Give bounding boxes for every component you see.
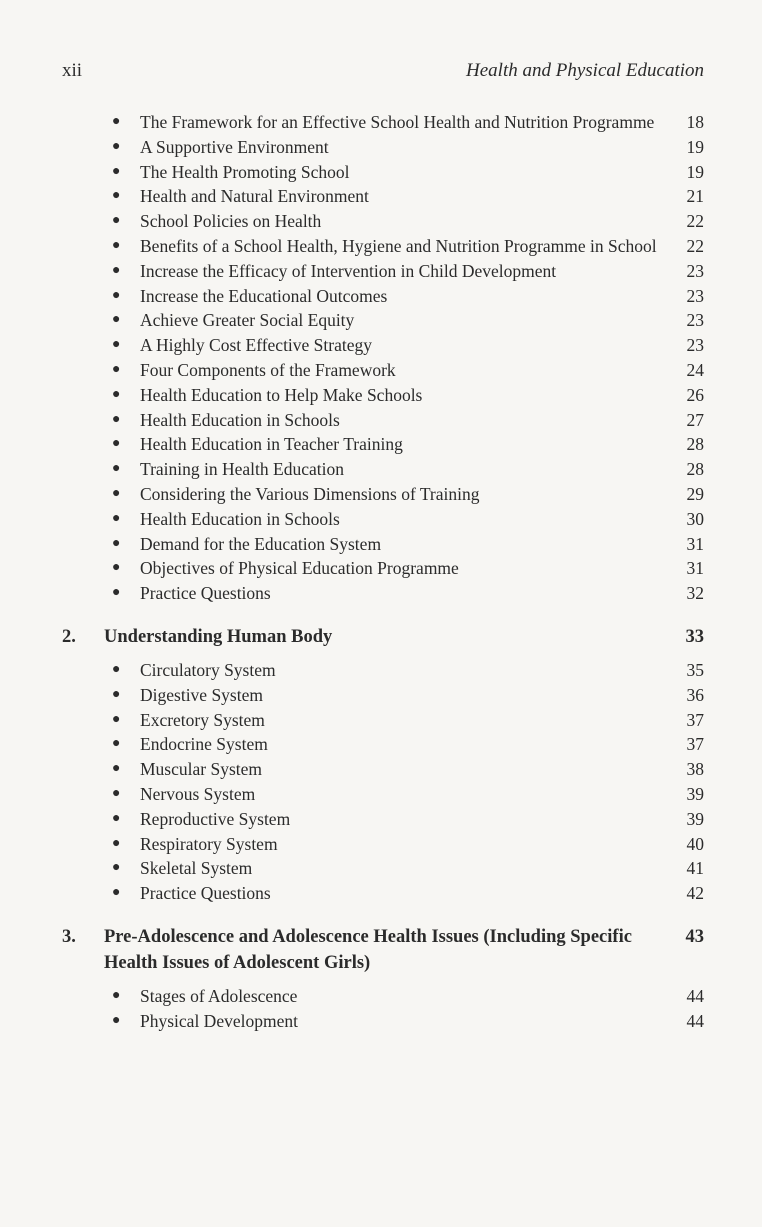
chapter-heading-2: [0, 624, 762, 650]
bullet-icon: ●: [112, 686, 121, 702]
toc-entry: [0, 383, 762, 408]
entry-page-number: 23: [686, 335, 704, 356]
entry-title: Practice Questions: [140, 883, 271, 904]
toc-entry: [0, 333, 762, 358]
bullet-icon: ●: [112, 138, 121, 154]
toc-entry: [0, 984, 762, 1009]
bullet-icon: ●: [112, 535, 121, 551]
entry-page-number: 18: [686, 112, 704, 132]
entry-page-number: 37: [686, 734, 704, 755]
entry-title: Practice Questions: [140, 583, 271, 604]
bullet-icon: ●: [112, 835, 121, 851]
entry-page-number: 31: [686, 558, 704, 579]
entry-title: Circulatory System: [140, 659, 276, 680]
entry-page-number: 29: [686, 483, 704, 504]
bullet-icon: ●: [112, 1012, 121, 1028]
toc-entry: [0, 184, 762, 209]
entry-title: The Health Promoting School: [140, 161, 350, 182]
bullet-icon: ●: [112, 163, 121, 179]
entry-title: Demand for the Education System: [140, 533, 382, 554]
bullet-icon: ●: [112, 987, 121, 1003]
toc-entry: [0, 1009, 762, 1034]
entry-page-number: 36: [686, 684, 704, 705]
entry-page-number: 31: [686, 533, 704, 554]
bullet-icon: ●: [112, 436, 121, 452]
toc-entry: [0, 135, 762, 160]
toc-entry: [0, 482, 762, 507]
entry-title: Achieve Greater Social Equity: [140, 310, 355, 331]
toc-entry: [0, 234, 762, 259]
entry-page-number: 23: [686, 260, 704, 281]
bullet-icon: ●: [112, 411, 121, 427]
toc-entry: [0, 856, 762, 881]
entry-page-number: 44: [686, 1010, 704, 1031]
toc-entry: [0, 556, 762, 581]
bullet-icon: ●: [112, 510, 121, 526]
toc-entry: [0, 708, 762, 733]
toc-entry: [0, 432, 762, 457]
entry-page-number: 30: [686, 508, 704, 529]
chapter-1-entries: [0, 110, 762, 606]
entry-page-number: 28: [686, 434, 704, 455]
entry-page-number: 40: [686, 833, 704, 854]
entry-title: School Policies on Health: [140, 211, 322, 232]
entry-title: Nervous System: [140, 783, 256, 804]
entry-title: Benefits of a School Health, Hygiene and Nutrition Programme in School: [140, 235, 657, 256]
bullet-icon: ●: [112, 188, 121, 204]
bullet-icon: ●: [112, 885, 121, 901]
bullet-icon: ●: [112, 860, 121, 876]
entry-page-number: 22: [686, 235, 704, 256]
entry-title: Objectives of Physical Education Programme: [140, 558, 459, 579]
entry-title: Skeletal System: [140, 858, 253, 879]
entry-page-number: 19: [686, 161, 704, 182]
page-folio: xii: [62, 60, 83, 81]
chapter-number: 2.: [62, 626, 76, 647]
entry-page-number: 22: [686, 211, 704, 232]
bullet-icon: ●: [112, 461, 121, 477]
bullet-icon: ●: [112, 761, 121, 777]
toc-entry: [0, 881, 762, 906]
toc-entry: [0, 807, 762, 832]
entry-page-number: 24: [686, 359, 704, 380]
bullet-icon: ●: [112, 361, 121, 377]
chapter-number: 3.: [62, 926, 76, 947]
toc-entry: [0, 757, 762, 782]
chapter-page-number: 33: [685, 626, 704, 647]
entry-title: Health Education in Schools: [140, 508, 340, 529]
entry-page-number: 44: [686, 985, 704, 1006]
toc-entry: [0, 408, 762, 433]
toc-entry: [0, 732, 762, 757]
chapter-2-entries: [0, 658, 762, 906]
toc-entry: [0, 581, 762, 606]
bullet-icon: ●: [112, 262, 121, 278]
entry-page-number: 19: [686, 136, 704, 157]
toc-entry: [0, 507, 762, 532]
bullet-icon: ●: [112, 661, 121, 677]
entry-title: Excretory System: [140, 709, 265, 730]
entry-page-number: 38: [686, 759, 704, 780]
bullet-icon: ●: [112, 386, 121, 402]
entry-page-number: 23: [686, 285, 704, 306]
entry-title: Health Education in Teacher Training: [140, 434, 403, 455]
bullet-icon: ●: [112, 485, 121, 501]
entry-page-number: 35: [686, 659, 704, 680]
chapter-page-number: 43: [685, 926, 704, 947]
bullet-icon: ●: [112, 711, 121, 727]
entry-title: Health Education in Schools: [140, 409, 340, 430]
chapter-title: Pre-Adolescence and Adolescence Health Issues (Including Specific Health Issues of Adolescent Girls): [104, 926, 632, 973]
entry-page-number: 39: [686, 783, 704, 804]
entry-title: Reproductive System: [140, 808, 291, 829]
bullet-icon: ●: [112, 585, 121, 601]
bullet-icon: ●: [112, 337, 121, 353]
entry-title: Digestive System: [140, 684, 263, 705]
toc-entry: [0, 110, 762, 135]
entry-page-number: 28: [686, 459, 704, 480]
toc-entry: [0, 308, 762, 333]
toc-entry: [0, 658, 762, 683]
bullet-icon: ●: [112, 213, 121, 229]
chapter-title: Understanding Human Body: [104, 626, 333, 647]
toc-entry: [0, 284, 762, 309]
entry-page-number: 39: [686, 808, 704, 829]
entry-title: Four Components of the Framework: [140, 359, 396, 380]
toc-entry: [0, 782, 762, 807]
entry-page-number: 32: [686, 583, 704, 604]
bullet-icon: ●: [112, 560, 121, 576]
toc-entry: [0, 457, 762, 482]
bullet-icon: ●: [112, 287, 121, 303]
toc-entry: [0, 683, 762, 708]
entry-title: Respiratory System: [140, 833, 278, 854]
entry-title: Health Education to Help Make Schools: [140, 384, 423, 405]
bullet-icon: ●: [112, 736, 121, 752]
entry-page-number: 21: [686, 186, 704, 207]
toc-entry: [0, 160, 762, 185]
entry-title: Physical Development: [140, 1010, 298, 1031]
entry-title: Endocrine System: [140, 734, 268, 755]
chapter-3-entries: [0, 984, 762, 1034]
entry-title: The Framework for an Effective School Health and Nutrition Programme: [140, 112, 655, 132]
entry-page-number: 37: [686, 709, 704, 730]
entry-title: Increase the Efficacy of Intervention in Child Development: [140, 260, 557, 281]
toc-entry: [0, 358, 762, 383]
entry-title: Training in Health Education: [140, 459, 344, 480]
running-head: Health and Physical Education: [466, 60, 704, 81]
toc-entry: [0, 209, 762, 234]
bullet-icon: ●: [112, 810, 121, 826]
bullet-icon: ●: [112, 237, 121, 253]
entry-page-number: 26: [686, 384, 704, 405]
entry-title: Health and Natural Environment: [140, 186, 369, 207]
entry-page-number: 42: [686, 883, 704, 904]
table-of-contents: [0, 110, 762, 1034]
toc-entry: [0, 259, 762, 284]
entry-page-number: 27: [686, 409, 704, 430]
toc-entry: [0, 832, 762, 857]
bullet-icon: ●: [112, 312, 121, 328]
entry-title: A Supportive Environment: [140, 136, 329, 157]
chapter-heading-3: [0, 924, 762, 976]
bullet-icon: ●: [112, 785, 121, 801]
entry-title: A Highly Cost Effective Strategy: [140, 335, 373, 356]
entry-page-number: 23: [686, 310, 704, 331]
entry-title: Stages of Adolescence: [140, 985, 298, 1006]
bullet-icon: ●: [112, 114, 121, 129]
entry-page-number: 41: [686, 858, 704, 879]
entry-title: Increase the Educational Outcomes: [140, 285, 388, 306]
entry-title: Considering the Various Dimensions of Training: [140, 483, 480, 504]
entry-title: Muscular System: [140, 759, 263, 780]
toc-entry: [0, 532, 762, 557]
